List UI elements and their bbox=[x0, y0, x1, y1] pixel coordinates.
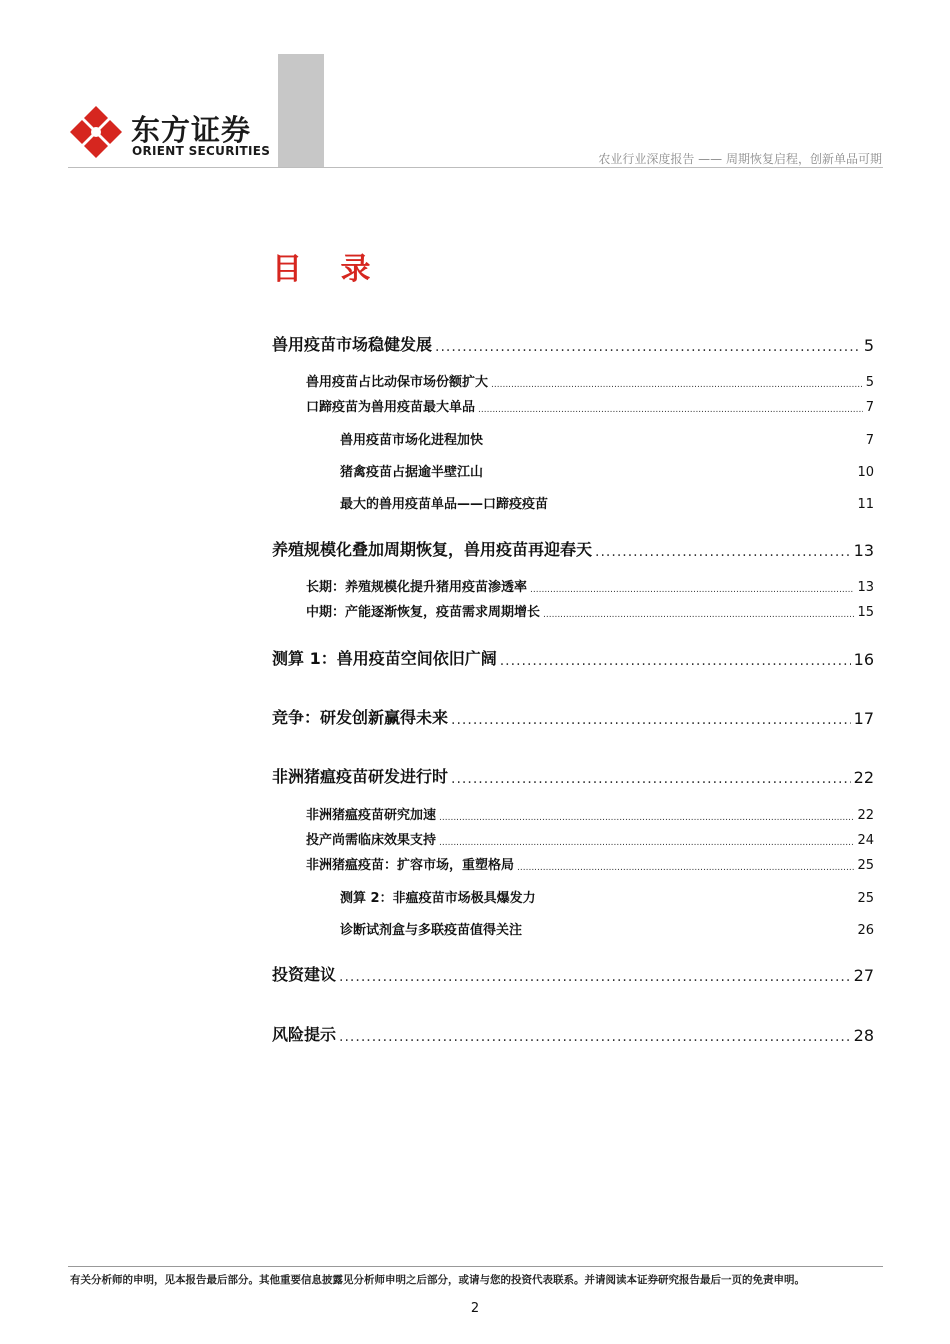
toc-entry-label: 测算 2：非瘟疫苗市场极具爆发力 bbox=[340, 891, 536, 906]
toc-entry-label: 投产尚需临床效果支持 bbox=[306, 833, 437, 848]
header-grey-band bbox=[278, 54, 324, 168]
toc-entry-page: 25 bbox=[857, 858, 874, 873]
toc-entry[interactable] bbox=[272, 1023, 874, 1045]
toc-entry-label: 投资建议 bbox=[272, 965, 337, 984]
toc-entry-label: 最大的兽用疫苗单品——口蹄疫疫苗 bbox=[340, 497, 549, 512]
toc-leader-dots bbox=[595, 544, 851, 560]
toc-leader-dots bbox=[439, 838, 854, 848]
toc-entry-label: 口蹄疫苗为兽用疫苗最大单品 bbox=[306, 400, 476, 415]
toc-entry[interactable] bbox=[306, 855, 874, 873]
toc-entry[interactable] bbox=[272, 963, 874, 985]
logo-chinese-name: 东方证券 bbox=[131, 113, 252, 147]
toc-entry-label: 诊断试剂盒与多联疫苗值得关注 bbox=[340, 923, 523, 938]
toc-entry[interactable] bbox=[340, 462, 874, 480]
toc-entry[interactable] bbox=[272, 538, 874, 560]
toc-entry-label: 养殖规模化叠加周期恢复，兽用疫苗再迎春天 bbox=[272, 540, 593, 559]
toc-entry-page: 16 bbox=[853, 650, 874, 669]
toc-entry-label: 长期：养殖规模化提升猪用疫苗渗透率 bbox=[306, 580, 528, 595]
toc-entry-label: 非洲猪瘟疫苗研究加速 bbox=[306, 808, 437, 823]
toc-entry-label: 中期：产能逐渐恢复，疫苗需求周期增长 bbox=[306, 605, 541, 620]
toc-entry-label: 风险提示 bbox=[272, 1025, 337, 1044]
toc-leader-dots bbox=[451, 712, 851, 728]
toc-entry-page: 27 bbox=[853, 966, 874, 985]
toc-entry-page: 15 bbox=[857, 605, 874, 620]
toc-entry[interactable] bbox=[340, 888, 874, 906]
toc-entry[interactable] bbox=[272, 333, 874, 355]
toc-entry-page: 7 bbox=[865, 400, 874, 415]
toc-entry-label: 兽用疫苗占比动保市场份额扩大 bbox=[306, 375, 489, 390]
toc-leader-dots bbox=[491, 380, 863, 390]
toc-leader-dots bbox=[530, 585, 854, 595]
toc-entry[interactable] bbox=[306, 602, 874, 620]
toc-leader-dots bbox=[478, 405, 863, 415]
toc-entry[interactable] bbox=[306, 397, 874, 415]
toc-entry-label: 猪禽疫苗占据逾半壁江山 bbox=[340, 465, 484, 480]
toc-entry-label: 非洲猪瘟疫苗研发进行时 bbox=[272, 767, 449, 786]
toc-entry-page: 10 bbox=[857, 465, 874, 480]
toc-leader-dots bbox=[543, 610, 854, 620]
footer-disclaimer: 有关分析师的申明，见本报告最后部分。其他重要信息披露见分析师申明之后部分，或请与您的投资代表联系。并请阅读本证券研究报告最后一页的免责申明。 bbox=[70, 1274, 805, 1286]
report-title: 农业行业深度报告 —— 周期恢复启程，创新单品可期 bbox=[598, 152, 882, 166]
toc-entry-page: 26 bbox=[857, 923, 874, 938]
toc-entry[interactable] bbox=[340, 430, 874, 448]
toc-leader-dots bbox=[500, 653, 851, 669]
toc-entry-label: 非洲猪瘟疫苗：扩容市场，重塑格局 bbox=[306, 858, 515, 873]
toc-entry-page: 5 bbox=[863, 336, 874, 355]
toc-leader-dots bbox=[439, 813, 854, 823]
toc-entry[interactable] bbox=[272, 647, 874, 669]
toc-leader-dots bbox=[339, 969, 851, 985]
toc-entry-page: 13 bbox=[857, 580, 874, 595]
toc-entry[interactable] bbox=[306, 805, 874, 823]
toc-leader-dots bbox=[517, 863, 854, 873]
toc-leader-dots bbox=[339, 1029, 851, 1045]
toc-entry[interactable] bbox=[272, 765, 874, 787]
toc-leader-dots bbox=[435, 339, 861, 355]
footer-divider bbox=[68, 1266, 883, 1267]
toc-entry-page: 11 bbox=[857, 497, 874, 512]
toc-entry-page: 22 bbox=[853, 768, 874, 787]
toc-entry-label: 兽用疫苗市场化进程加快 bbox=[340, 433, 484, 448]
toc-entry-page: 25 bbox=[857, 891, 874, 906]
toc-entry-page: 17 bbox=[853, 709, 874, 728]
toc-entry-label: 测算 1：兽用疫苗空间依旧广阔 bbox=[272, 649, 497, 668]
toc-leader-dots bbox=[451, 771, 851, 787]
company-logo bbox=[68, 102, 271, 162]
toc-entry-page: 24 bbox=[857, 833, 874, 848]
toc-entry-label: 兽用疫苗市场稳健发展 bbox=[272, 335, 433, 354]
toc-entry[interactable] bbox=[340, 494, 874, 512]
toc-heading: 目 录 bbox=[272, 252, 385, 287]
toc-entry[interactable] bbox=[340, 920, 874, 938]
logo-english-name: ORIENT SECURITIES bbox=[132, 144, 271, 158]
toc-entry-label: 竞争：研发创新赢得未来 bbox=[272, 708, 449, 727]
toc-entry-page: 5 bbox=[865, 375, 874, 390]
header-divider bbox=[68, 167, 883, 168]
orient-securities-logo-icon bbox=[68, 104, 124, 160]
page-number: 2 bbox=[470, 1301, 480, 1316]
toc-entry[interactable] bbox=[272, 706, 874, 728]
toc-entry[interactable] bbox=[306, 577, 874, 595]
toc-entry-page: 7 bbox=[865, 433, 874, 448]
toc-entry-page: 13 bbox=[853, 541, 874, 560]
toc-entry[interactable] bbox=[306, 372, 874, 390]
toc-entry[interactable] bbox=[306, 830, 874, 848]
toc-entry-page: 22 bbox=[857, 808, 874, 823]
toc-entry-page: 28 bbox=[853, 1026, 874, 1045]
